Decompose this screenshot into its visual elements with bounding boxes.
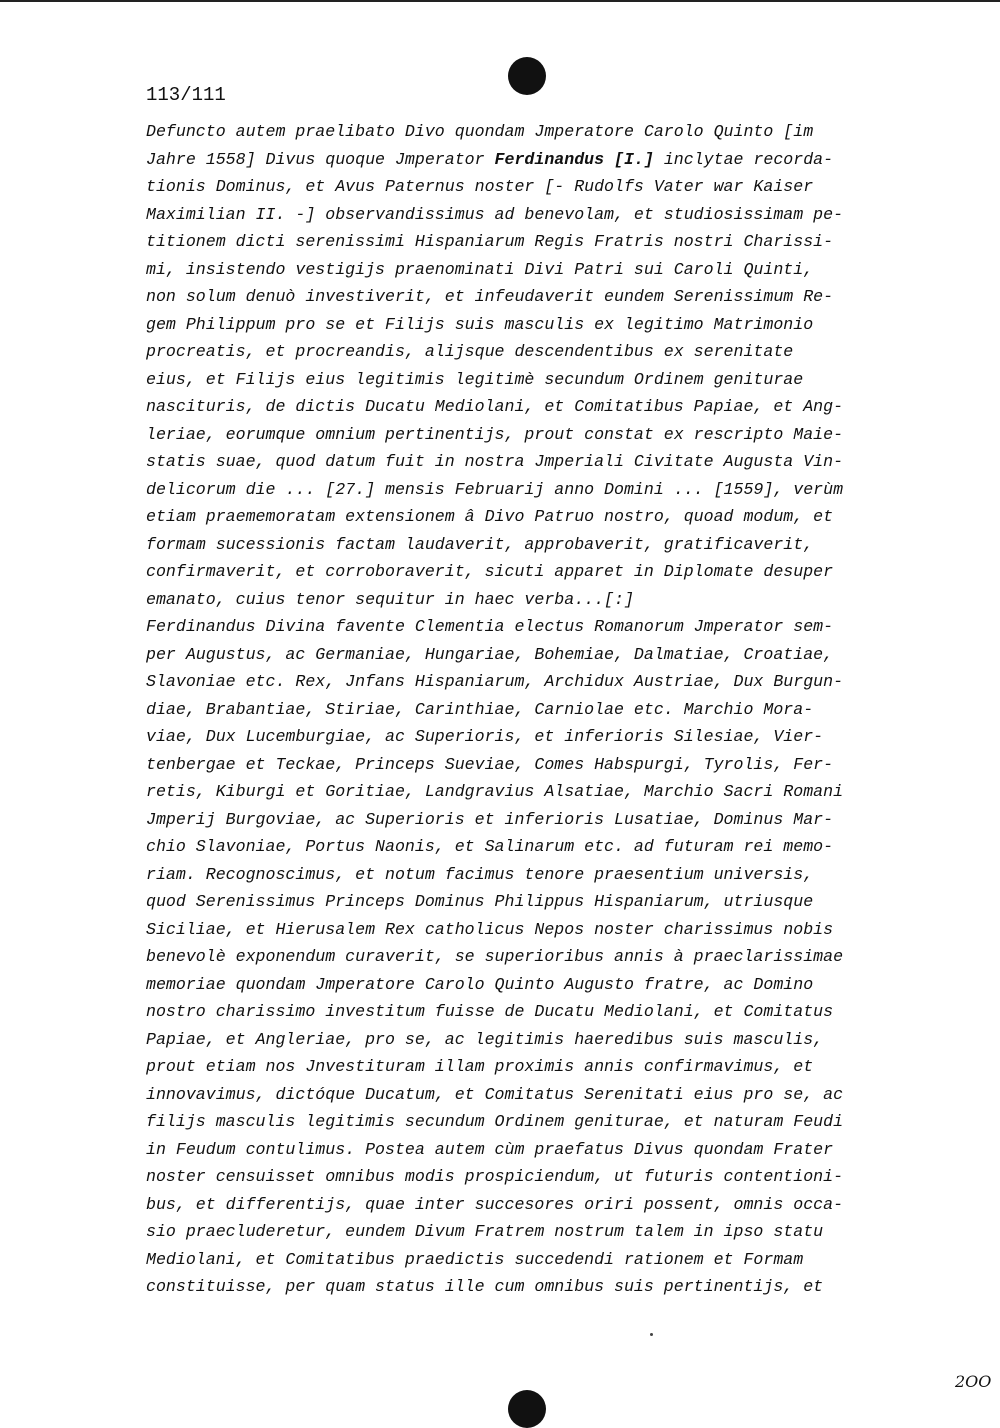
text-line: nostro charissimo investitum fuisse de Ducatu Mediolani, et Comitatus bbox=[146, 1002, 834, 1021]
text-line: tenbergae et Teckae, Princeps Sueviae, Comes Habspurgi, Tyrolis, Fer- bbox=[146, 754, 834, 774]
text-line: constituisse, per quam status ille cum omnibus suis pertinentijs, et bbox=[146, 1277, 824, 1296]
text-line: titionem dicti serenissimi Hispaniarum Regis Fratris nostri Charissi- bbox=[146, 232, 834, 251]
text-line: chio Slavoniae, Portus Naonis, et Salinarum etc. ad futuram rei memo- bbox=[146, 837, 834, 856]
text-line: procreatis, et procreandis, alijsque descendentibus ex serenitate bbox=[146, 342, 794, 361]
punch-hole-bottom bbox=[508, 1390, 546, 1428]
text-segment: Jahre 1558] Divus quoque Jmperator bbox=[146, 149, 495, 169]
text-line: tionis Dominus, et Avus Paternus noster [- Rudolfs Vater war Kaiser bbox=[146, 177, 814, 196]
text-line: viae, Dux Lucemburgiae, ac Superioris, et inferioris Silesiae, Vier- bbox=[146, 727, 824, 746]
top-border bbox=[0, 0, 1000, 2]
text-line: Jmperij Burgoviae, ac Superioris et inferioris Lusatiae, Dominus Mar- bbox=[146, 809, 834, 829]
text-line: riam. Recognoscimus, et notum facimus tenore praesentium universis, bbox=[146, 864, 814, 884]
page-number: 113/111 bbox=[146, 84, 226, 106]
text-line: filijs masculis legitimis secundum Ordinem geniturae, et naturam Feudi bbox=[146, 1112, 844, 1131]
text-line: mi, insistendo vestigijs praenominati Divi Patri sui Caroli Quinti, bbox=[146, 259, 814, 279]
folio-mark: 2OO bbox=[955, 1372, 992, 1391]
text-line: retis, Kiburgi et Goritiae, Landgravius Alsatiae, Marchio Sacri Romani bbox=[146, 782, 844, 801]
text-line: confirmaverit, et corroboraverit, sicuti apparet in Diplomate desuper bbox=[146, 562, 834, 581]
text-line: prout etiam nos Jnvestituram illam proximis annis confirmavimus, et bbox=[146, 1057, 814, 1076]
text-line: formam sucessionis factam laudaverit, approbaverit, gratificaverit, bbox=[146, 534, 814, 554]
text-line: Ferdinandus Divina favente Clementia electus Romanorum Jmperator sem- bbox=[146, 617, 834, 636]
text-line: Defuncto autem praelibato Divo quondam Jmperatore Carolo Quinto [im bbox=[146, 122, 814, 141]
text-line: diae, Brabantiae, Stiriae, Carinthiae, Carniolae etc. Marchio Mora- bbox=[146, 699, 814, 719]
text-line: delicorum die ... [27.] mensis Februarij anno Domini ... [1559], verùm bbox=[146, 479, 844, 499]
text-line: emanato, cuius tenor sequitur in haec verba...[:] bbox=[146, 589, 634, 609]
text-line: non solum denuò investiverit, et infeudaverit eundem Serenissimum Re- bbox=[146, 287, 834, 306]
text-line: Slavoniae etc. Rex, Jnfans Hispaniarum, Archidux Austriae, Dux Burgun- bbox=[146, 672, 844, 691]
text-line: memoriae quondam Jmperatore Carolo Quinto Augusto fratre, ac Domino bbox=[146, 974, 814, 994]
punch-hole-top bbox=[508, 57, 546, 95]
text-line: bus, et differentijs, quae inter succesores oriri possent, omnis occa- bbox=[146, 1194, 844, 1214]
text-line: sio praecluderetur, eundem Divum Fratrem nostrum talem in ipso statu bbox=[146, 1222, 824, 1241]
text-line: leriae, eorumque omnium pertinentijs, prout constat ex rescripto Maie- bbox=[146, 424, 844, 444]
text-line: nascituris, de dictis Ducatu Mediolani, et Comitatibus Papiae, et Ang- bbox=[146, 397, 844, 416]
text-line: statis suae, quod datum fuit in nostra Jmperiali Civitate Augusta Vin- bbox=[146, 452, 844, 471]
text-line bbox=[146, 146, 916, 174]
text-line: Mediolani, et Comitatibus praedictis succedendi rationem et Formam bbox=[146, 1249, 804, 1269]
text-line: noster censuisset omnibus modis prospiciendum, ut futuris contentioni- bbox=[146, 1167, 844, 1186]
text-line: per Augustus, ac Germaniae, Hungariae, Bohemiae, Dalmatiae, Croatiae, bbox=[146, 644, 834, 664]
stray-dot bbox=[650, 1333, 653, 1336]
text-line: eius, et Filijs eius legitimis legitimè secundum Ordinem geniturae bbox=[146, 369, 804, 389]
text-line: quod Serenissimus Princeps Dominus Philippus Hispaniarum, utriusque bbox=[146, 892, 814, 911]
text-segment: inclytae recorda- bbox=[653, 149, 834, 169]
text-line: Siciliae, et Hierusalem Rex catholicus Nepos noster charissimus nobis bbox=[146, 919, 834, 939]
text-line: Papiae, et Angleriae, pro se, ac legitimis haeredibus suis masculis, bbox=[146, 1029, 824, 1049]
text-line: Maximilian II. -] observandissimus ad benevolam, et studiosissimam pe- bbox=[146, 204, 844, 224]
text-line: innovavimus, dictóque Ducatum, et Comitatus Serenitati eius pro se, ac bbox=[146, 1084, 844, 1104]
text-line: benevolè exponendum curaverit, se superioribus annis à praeclarissimae bbox=[146, 947, 844, 966]
document-body bbox=[146, 118, 916, 1301]
text-line: in Feudum contulimus. Postea autem cùm praefatus Divus quondam Frater bbox=[146, 1139, 834, 1159]
bold-name: Ferdinandus [I.] bbox=[494, 149, 654, 169]
text-line: etiam praememoratam extensionem â Divo Patruo nostro, quoad modum, et bbox=[146, 507, 834, 526]
text-line: gem Philippum pro se et Filijs suis masculis ex legitimo Matrimonio bbox=[146, 314, 814, 334]
